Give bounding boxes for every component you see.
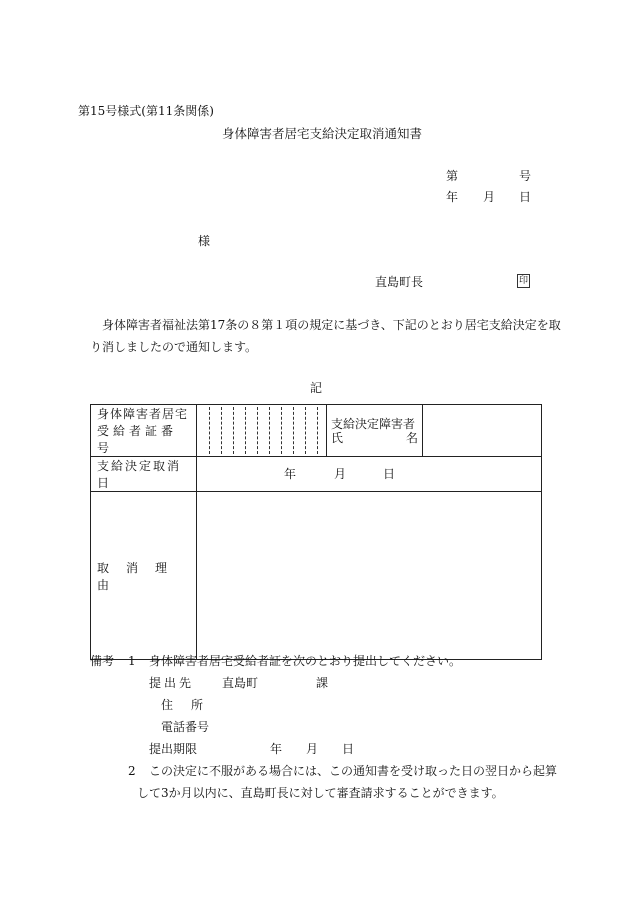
doc-number-dai: 第 — [446, 169, 459, 183]
note-1-text: 身体障害者居宅受給者証を次のとおり提出してください。 — [149, 654, 462, 668]
cancel-date-day: 日 — [383, 467, 396, 481]
cert-label-line1: 身体障害者居宅 — [97, 407, 189, 421]
submit-to-ka: 課 — [316, 676, 329, 690]
cancel-date-label: 支給決定取消日 — [97, 459, 182, 490]
addressee-suffix: 様 — [198, 234, 211, 248]
recipient-name-field[interactable] — [423, 405, 542, 457]
note-2-line-1: この決定に不服がある場合には、この通知書を受け取った日の翌日から起算 — [149, 764, 558, 778]
cancel-date-label-cell — [91, 457, 197, 492]
deadline-day: 日 — [342, 742, 355, 756]
cancel-date-year: 年 — [284, 467, 297, 481]
body-line-2: り消しましたので通知します。 — [90, 340, 258, 354]
recipient-label-shi: 氏 — [331, 430, 344, 445]
submit-to-label: 提出先 — [149, 676, 195, 690]
cancel-date-row — [91, 457, 542, 492]
doc-date-month: 月 — [483, 190, 496, 204]
note-1-number: 1 — [128, 654, 136, 668]
form-number: 第15号様式(第11条関係) — [78, 104, 214, 118]
phone-label: 電話番号 — [161, 720, 210, 734]
form-table — [90, 404, 542, 660]
reason-label: 取消理由 — [97, 560, 185, 592]
page-title: 身体障害者居宅支給決定取消通知書 — [222, 126, 423, 141]
seal-mark: 印 — [518, 276, 528, 286]
cert-label-cell — [91, 405, 197, 457]
cert-row — [91, 405, 542, 457]
deadline-label: 提出期限 — [149, 742, 198, 756]
reason-label-cell — [91, 492, 197, 660]
submit-to-town: 直島町 — [222, 676, 259, 690]
doc-date-year: 年 — [446, 190, 459, 204]
recipient-label-cell — [327, 405, 423, 457]
note-2-number: 2 — [128, 764, 136, 778]
recipient-label-mei: 名 — [405, 430, 418, 445]
issuer-name: 直島町長 — [375, 275, 424, 289]
address-label: 住所 — [161, 698, 222, 712]
cert-number-boxes[interactable] — [197, 405, 327, 457]
note-2-line-2: して3か月以内に、直島町長に対して審査請求することができます。 — [137, 786, 504, 800]
reason-field[interactable] — [197, 492, 542, 660]
notes-heading: 備考 — [90, 654, 115, 668]
recipient-label-line1: 支給決定障害者 — [331, 416, 416, 431]
cert-label-line2: 受給者証番号 — [97, 424, 178, 455]
cancel-date-month: 月 — [334, 467, 347, 481]
reason-row — [91, 492, 542, 660]
doc-number-go: 号 — [519, 169, 532, 183]
body-line-1: 身体障害者福祉法第17条の８第１項の規定に基づき、下記のとおり居宅支給決定を取 — [102, 318, 561, 332]
doc-date-day: 日 — [519, 190, 532, 204]
ki-heading: 記 — [310, 381, 323, 395]
deadline-year: 年 — [270, 742, 283, 756]
deadline-month: 月 — [306, 742, 319, 756]
cancel-date-field[interactable] — [197, 457, 542, 492]
